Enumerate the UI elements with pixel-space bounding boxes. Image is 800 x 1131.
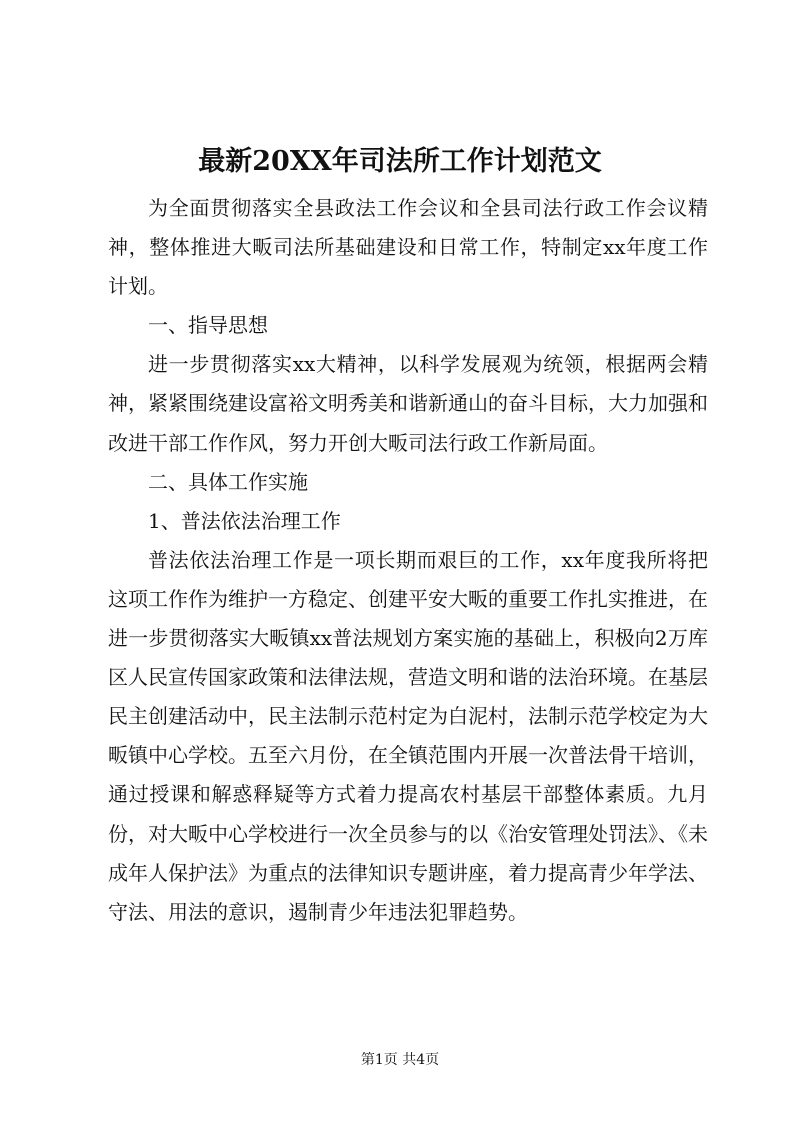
intro-paragraph: 为全面贯彻落实全县政法工作会议和全县司法行政工作会议精神，整体推进大畈司法所基础建设和日常工作，特制定xx年度工作计划。 <box>108 196 708 299</box>
section-heading-guiding-ideology: 一、指导思想 <box>148 313 268 338</box>
document-body <box>108 189 708 932</box>
subsection-heading-legal-education: 1、普法依法治理工作 <box>148 508 341 533</box>
section-heading-implementation: 二、具体工作实施 <box>148 469 308 494</box>
page-title: 最新20XX年司法所工作计划范文 <box>198 146 602 177</box>
guiding-ideology-paragraph: 进一步贯彻落实xx大精神，以科学发展观为统领，根据两会精神，紧紧围绕建设富裕文明秀美和谐新通山的奋斗目标，大力加强和改进干部工作作风，努力开创大畈司法行政工作新局面。 <box>108 352 708 455</box>
legal-education-paragraph: 普法依法治理工作是一项长期而艰巨的工作，xx年度我所将把这项工作作为维护一方稳定、创建平安大畈的重要工作扎实推进，在进一步贯彻落实大畈镇xx普法规划方案实施的基础上，积极向2万库区人民宣传国家政策和法律法规，营造文明和谐的法治环境。在基层民主创建活动中，民主法制示范村定为白泥村，法制示范学校定为大畈镇中心学校。五至六月份，在全镇范围内开展一次普法骨干培训，通过授课和解惑释疑等方式着力提高农村基层干部整体素质。九月份，对大畈中心学校进行一次全员参与的以《治安管理处罚法》、《未成年人保护法》为重点的法律知识专题讲座，着力提高青少年学法、守法、用法的意识，遏制青少年违法犯罪趋势。 <box>108 547 708 924</box>
page-footer: 第1页 共4页 <box>360 1052 440 1068</box>
